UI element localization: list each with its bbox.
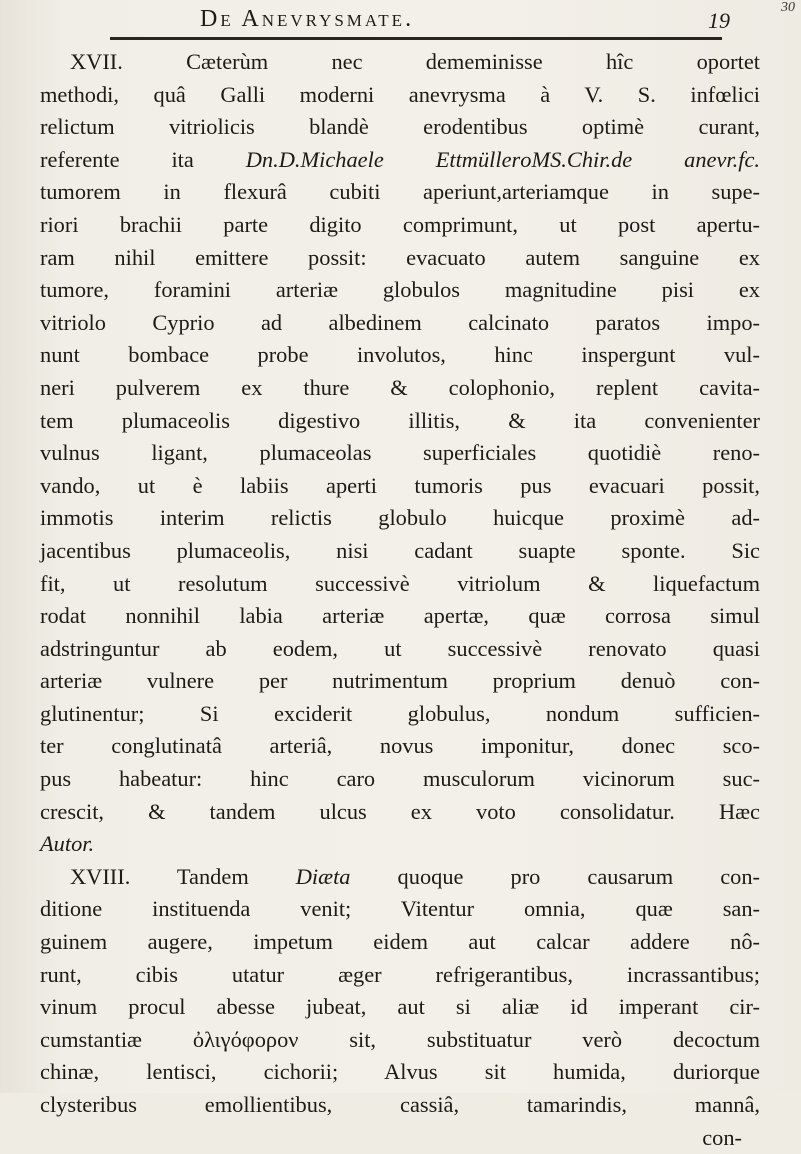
text-line: relictum vitriolicis blandè erodentibus optimè curant,: [40, 114, 760, 140]
text-line: crescit, & tandem ulcus ex voto consolidatur. Hæc: [40, 798, 760, 824]
text-line: pus habeatur: hinc caro musculorum vicinorum suc-: [40, 766, 760, 792]
text-line: nunt bombace probe involutos, hinc inspergunt vul-: [40, 342, 760, 368]
text-line: guinem augere, impetum eidem aut calcar addere nô-: [40, 929, 760, 955]
text-line: glutinentur; Si exciderit globulus, nondum sufficien-: [40, 700, 760, 726]
text-line: cumstantiæ ὀλιγόφορον sit, substituatur verò decoctum: [40, 1026, 760, 1052]
text-line: riori brachii parte digito comprimunt, ut post apertu-: [40, 211, 760, 237]
text-line: chinæ, lentisci, cichorii; Alvus sit humida, duriorque: [40, 1059, 760, 1085]
text-line: Autor.: [40, 831, 95, 857]
text-line: ditione instituenda venit; Vitentur omnia, quæ san-: [40, 896, 760, 922]
text-line: immotis interim relictis globulo huicque proximè ad-: [40, 505, 760, 531]
text-line: tem plumaceolis digestivo illitis, & ita convenienter: [40, 407, 760, 433]
header-rule: [110, 37, 722, 40]
text-line: rodat nonnihil labia arteriæ apertæ, quæ corrosa simul: [40, 603, 760, 629]
text-line: vulnus ligant, plumaceolas superficiales quotidiè reno-: [40, 440, 760, 466]
running-head: De Anevrysmate.: [200, 6, 415, 32]
text-line: methodi, quâ Galli moderni anevrysma à V. S. infœlici: [40, 81, 760, 107]
text-line: neri pulverem ex thure & colophonio, replent cavita-: [40, 374, 760, 400]
text-line: tumore, foramini arteriæ globulos magnitudine pisi ex: [40, 277, 760, 303]
text-line: clysteribus emollientibus, cassiâ, tamarindis, mannâ,: [40, 1092, 760, 1117]
text-line: vando, ut è labiis aperti tumoris pus evacuari possit,: [40, 472, 760, 498]
text-line: ram nihil emittere possit: evacuato autem sanguine ex: [40, 244, 760, 270]
page-header: [90, 6, 730, 34]
text-line: jacentibus plumaceolis, nisi cadant suapte sponte. Sic: [40, 537, 760, 563]
corner-number: 30: [781, 0, 795, 15]
text-line: arteriæ vulnere per nutrimentum proprium denuò con-: [40, 668, 760, 694]
catchword: con-: [702, 1124, 742, 1150]
text-line: vitriolo Cyprio ad albedinem calcinato paratos impo-: [40, 309, 760, 335]
text-line: XVII. Cæterùm nec dememinisse hîc oportet: [70, 49, 760, 74]
text-line: tumorem in flexurâ cubiti aperiunt,arteriamque in supe-: [40, 179, 760, 205]
text-line: runt, cibis utatur æger refrigerantibus, incrassantibus;: [40, 961, 760, 987]
text-line: ter conglutinatâ arteriâ, novus imponitur, donec sco-: [40, 733, 760, 759]
text-line: adstringuntur ab eodem, ut successivè renovato quasi: [40, 635, 760, 661]
text-line: referente ita Dn.D.Michaele EttmüllerоMS.Chir.de anevr.fc.: [40, 146, 760, 172]
page-number: 19: [708, 8, 730, 33]
text-line: fit, ut resolutum successivè vitriolum & liquefactum: [40, 570, 760, 596]
text-line: vinum procul abesse jubeat, aut si aliæ id imperant cir-: [40, 994, 760, 1020]
text-line: XVIII. Tandem Diæta quoque pro causarum con-: [70, 863, 760, 889]
body-text: [40, 46, 760, 1154]
